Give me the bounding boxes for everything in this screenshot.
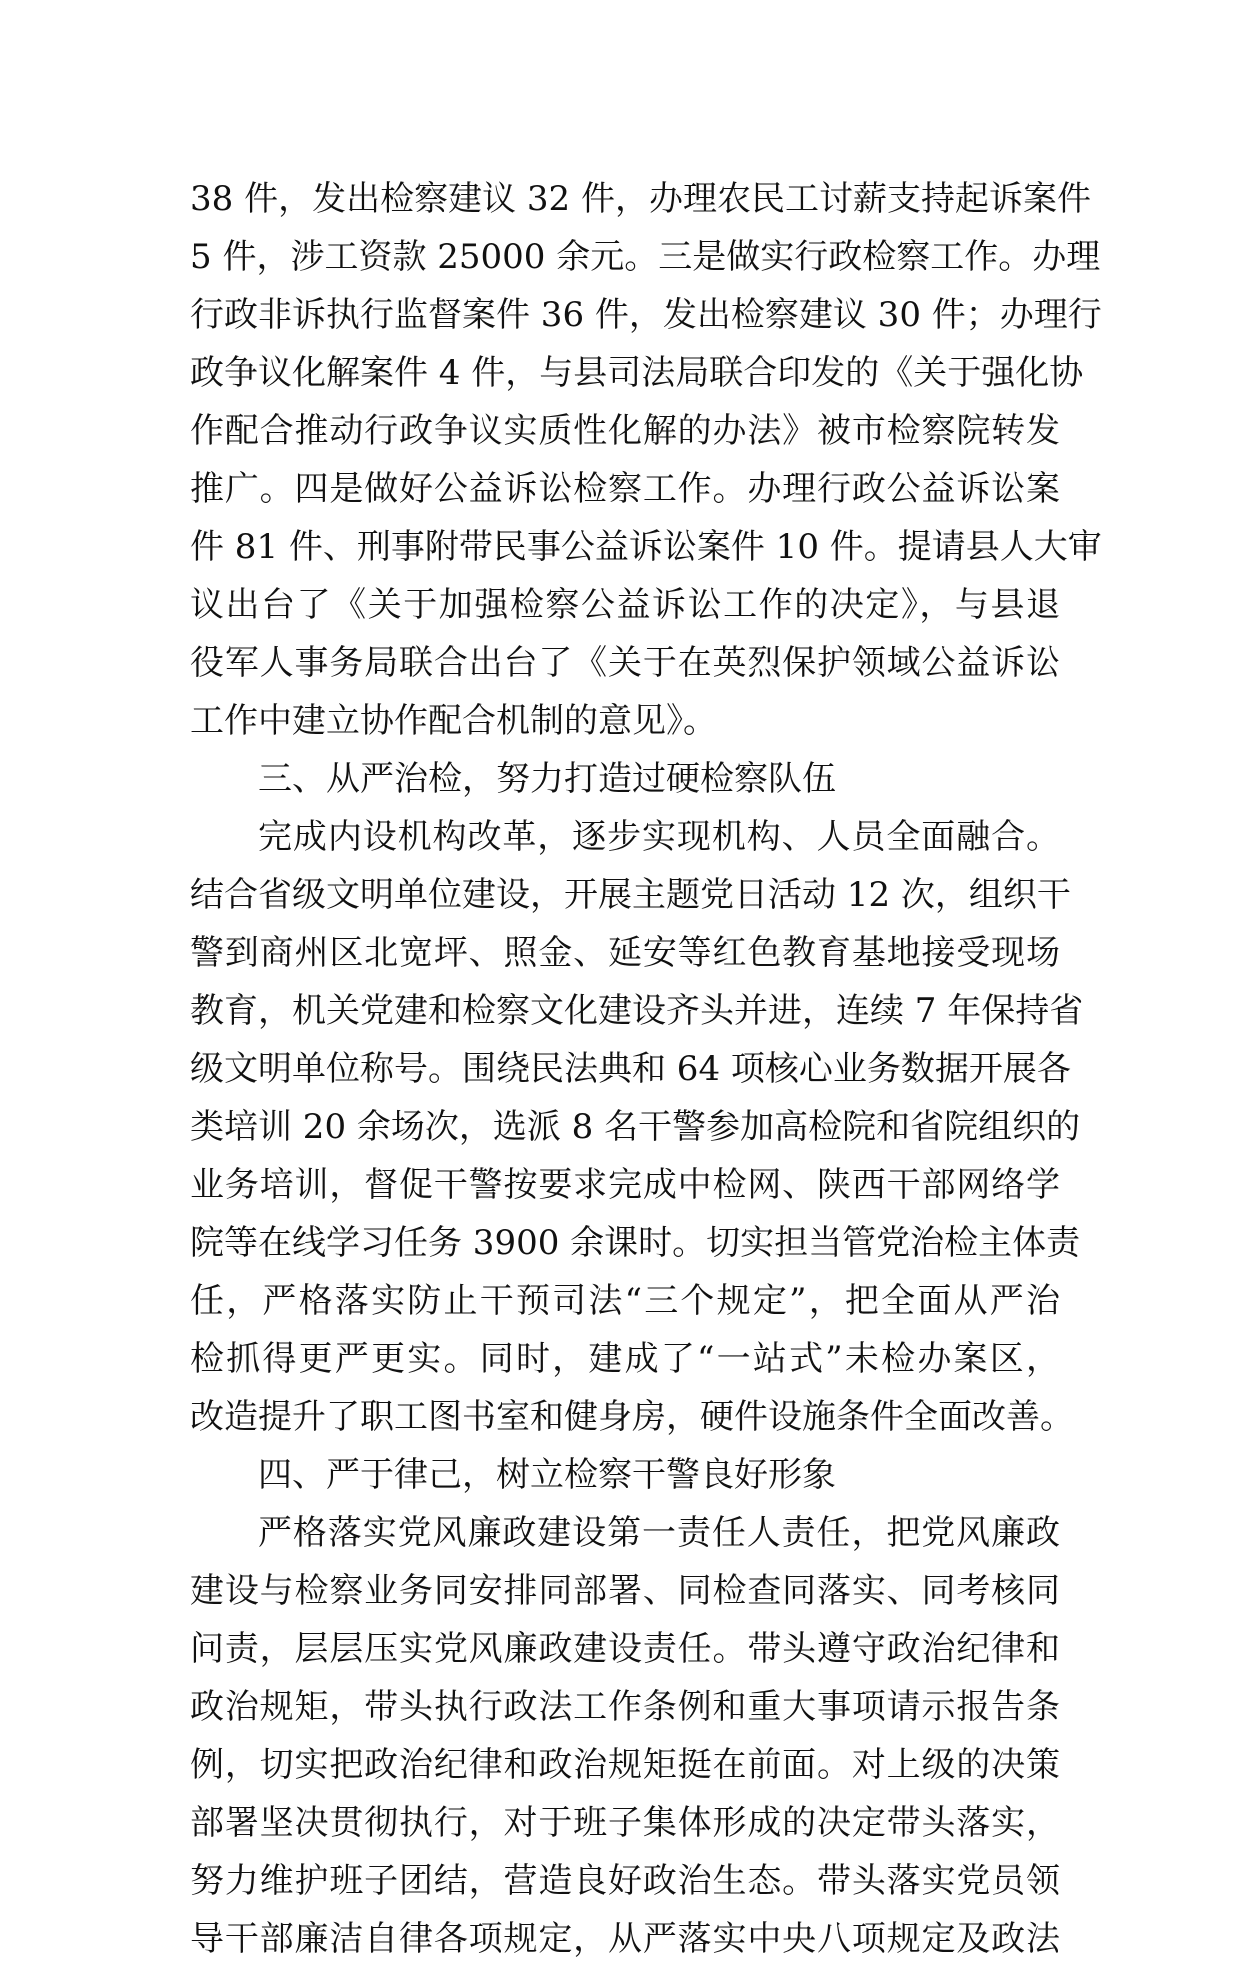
text-line: 导干部廉洁自律各项规定，从严落实中央八项规定及政法 (190, 1919, 1060, 1959)
text-line: 教育，机关党建和检察文化建设齐头并进，连续 7 年保持省 (190, 991, 1084, 1031)
document-page (190, 170, 1102, 1968)
text-line: 役军人事务局联合出台了《关于在英烈保护领域公益诉讼 (190, 643, 1060, 683)
text-line: 件 81 件、刑事附带民事公益诉讼案件 10 件。提请县人大审 (190, 527, 1102, 567)
text-line: 工作中建立协作配合机制的意见》。 (190, 701, 717, 741)
text-line: 警到商州区北宽坪、照金、延安等红色教育基地接受现场 (190, 933, 1060, 973)
text-line: 院等在线学习任务 3900 余课时。切实担当管党治检主体责 (190, 1223, 1081, 1263)
text-line: 努力维护班子团结，营造良好政治生态。带头落实党员领 (190, 1861, 1060, 1901)
text-line: 作配合推动行政争议实质性化解的办法》被市检察院转发 (190, 411, 1060, 451)
text-line: 例，切实把政治纪律和政治规矩挺在前面。对上级的决策 (190, 1745, 1060, 1785)
text-line: 部署坚决贯彻执行，对于班子集体形成的决定带头落实， (190, 1803, 1060, 1843)
text-line: 行政非诉执行监督案件 36 件，发出检察建议 30 件；办理行 (190, 295, 1102, 335)
text-line: 业务培训，督促干警按要求完成中检网、陕西干部网络学 (190, 1165, 1060, 1205)
text-line: 38 件，发出检察建议 32 件，办理农民工讨薪支持起诉案件 (190, 179, 1091, 219)
text-line: 检抓得更严更实。同时，建成了“一站式”未检办案区， (190, 1339, 1060, 1379)
section-heading: 三、从严治检，努力打造过硬检察队伍 (258, 759, 836, 799)
text-line: 议出台了《关于加强检察公益诉讼工作的决定》，与县退 (190, 585, 1060, 625)
text-line: 类培训 20 余场次，选派 8 名干警参加高检院和省院组织的 (190, 1107, 1081, 1147)
paragraph-start-line: 完成内设机构改革，逐步实现机构、人员全面融合。 (258, 817, 1060, 857)
text-line: 5 件，涉工资款 25000 余元。三是做实行政检察工作。办理 (190, 237, 1101, 277)
text-line: 结合省级文明单位建设，开展主题党日活动 12 次，组织干 (190, 875, 1071, 915)
text-line: 建设与检察业务同安排同部署、同检查同落实、同考核同 (190, 1571, 1060, 1611)
paragraph-start-line: 严格落实党风廉政建设第一责任人责任，把党风廉政 (258, 1513, 1060, 1553)
text-line: 级文明单位称号。围绕民法典和 64 项核心业务数据开展各 (190, 1049, 1071, 1089)
text-line: 推广。四是做好公益诉讼检察工作。办理行政公益诉讼案 (190, 469, 1060, 509)
text-line: 政治规矩，带头执行政法工作条例和重大事项请示报告条 (190, 1687, 1060, 1727)
text-line: 问责，层层压实党风廉政建设责任。带头遵守政治纪律和 (190, 1629, 1060, 1669)
text-line: 改造提升了职工图书室和健身房，硬件设施条件全面改善。 (190, 1397, 1074, 1437)
text-line: 政争议化解案件 4 件，与县司法局联合印发的《关于强化协 (190, 353, 1084, 393)
text-line: 任，严格落实防止干预司法“三个规定”，把全面从严治 (190, 1281, 1060, 1321)
section-heading: 四、严于律己，树立检察干警良好形象 (258, 1455, 836, 1495)
